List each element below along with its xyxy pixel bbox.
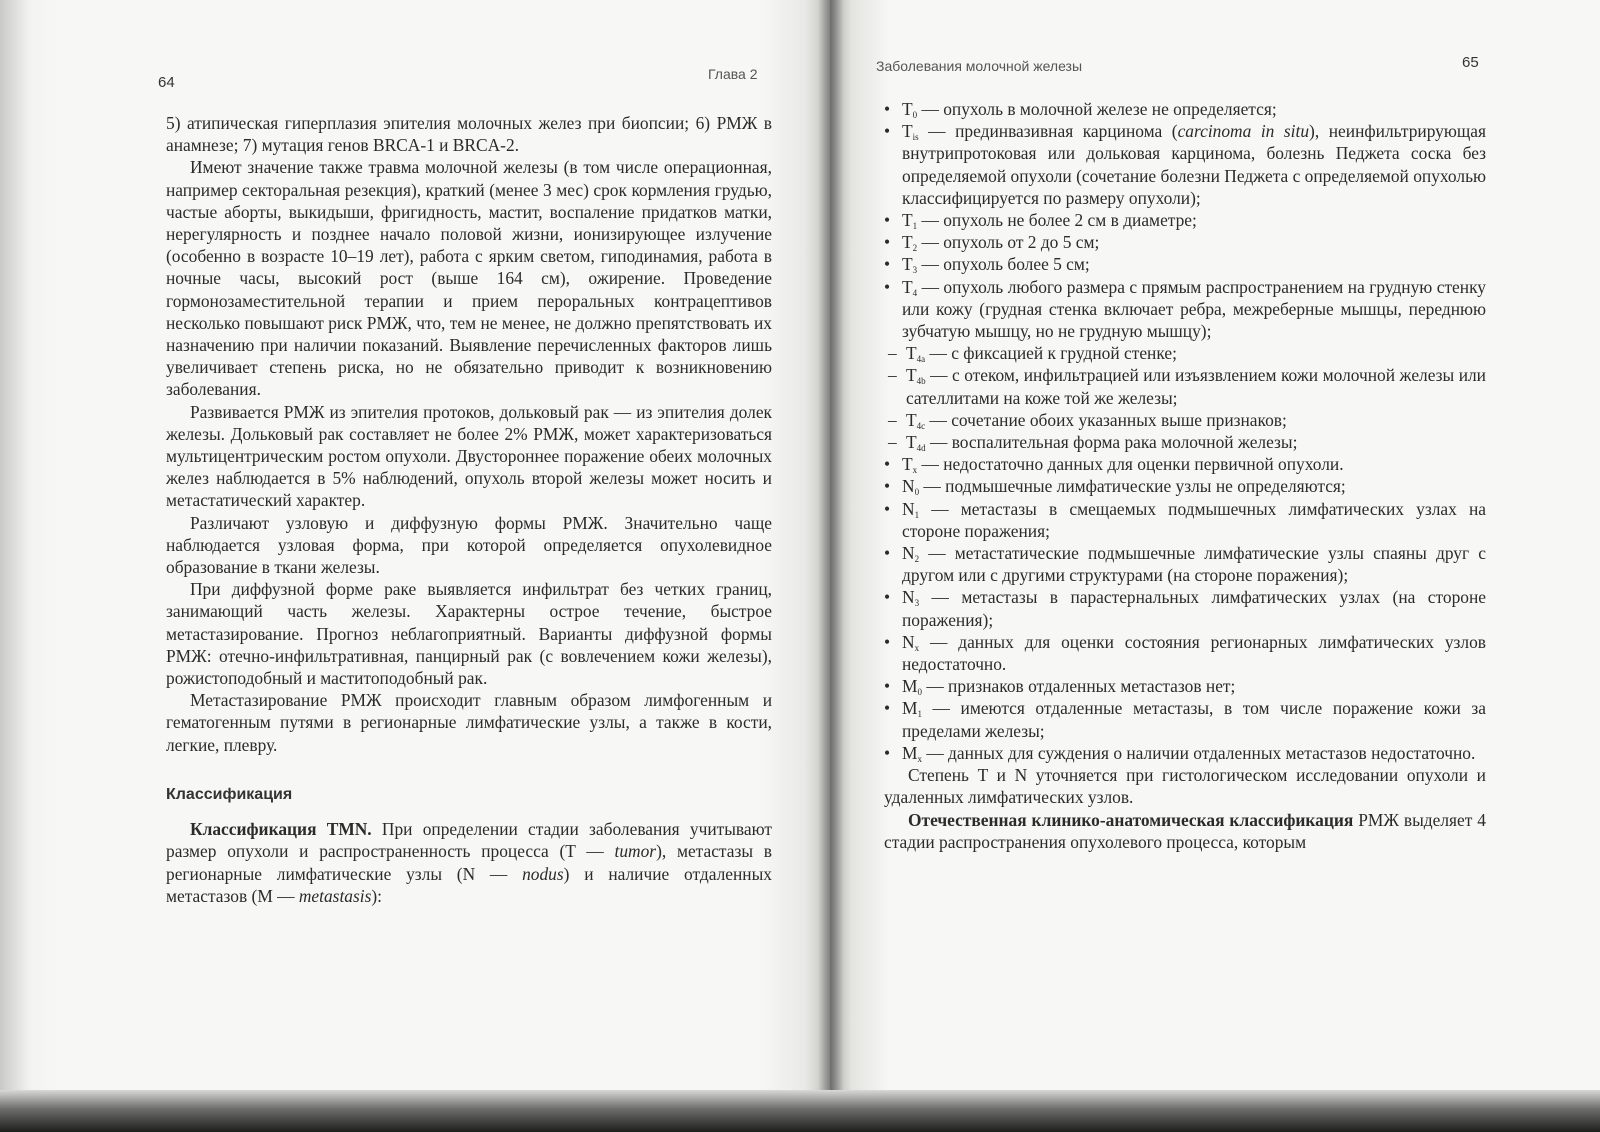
page-number-right: 65 bbox=[1462, 54, 1479, 71]
paragraph: Метастазирование РМЖ происходит главным образом лимфогенным и гематогенным путями в регионарные лимфатические узлы, а также в кости, легкие, плевру. bbox=[166, 690, 772, 755]
list-item: • $M_1$ — имеются отдаленные метастазы, в том числе поражение кожи за пределами железы; bbox=[884, 698, 1486, 741]
list-item: • $N_x$ — данных для оценки состояния регионарных лимфатических узлов недостаточно. bbox=[884, 631, 1486, 675]
list-item: • $T_x$ — недостаточно данных для оценки первичной опухоли. bbox=[884, 454, 1344, 476]
section-heading: Классификация bbox=[166, 785, 293, 803]
paragraph: 5) атипическая гиперплазия эпителия молочных желез при биопсии; 6) РМЖ в анамнезе; 7) мутация генов BRCA-1 и BRCA-2. bbox=[166, 113, 772, 156]
list-item: • $T_3$ — опухоль более 5 см; bbox=[884, 254, 1090, 276]
sub-list-item: – $T_{4a}$ — с фиксацией к грудной стенке; bbox=[888, 343, 1177, 365]
sub-list-item: – $T_{4b}$ — с отеком, инфильтрацией или изъязвлением кожи молочной железы или сателлитами на коже той же железы; bbox=[888, 365, 1486, 408]
list-item: • $N_0$ — подмышечные лимфатические узлы не определяются; bbox=[884, 476, 1346, 498]
left-body bbox=[166, 112, 772, 907]
right-page bbox=[830, 0, 1600, 1105]
list-item: • $T_1$ — опухоль не более 2 см в диаметре; bbox=[884, 210, 1197, 232]
list-item: • $T_{is}$ — прединвазивная карцинома (carcinoma in situ), неинфильтрирующая внутрипротоковая или дольковая карцинома, болезнь Педжета соска без определяемой опухоли (сочетание болезни Педжета с определяемой опухолью классифицируется по размеру опухоли); bbox=[884, 121, 1486, 208]
page-bottom-edge bbox=[0, 1090, 1600, 1132]
list-item: • $T_4$ — опухоль любого размера с прямым распространением на грудную стенку или кожу (грудная стенка включает ребра, межреберные мышцы, переднюю зубчатую мышцу, но не грудную мышцу); bbox=[884, 276, 1486, 342]
page-number-left: 64 bbox=[158, 74, 175, 91]
list-item: • $M_x$ — данных для суждения о наличии отдаленных метастазов недостаточно. bbox=[884, 742, 1476, 764]
running-head-left: Глава 2 bbox=[708, 66, 758, 82]
paragraph: Степень T и N уточняется при гистологическом исследовании опухоли и удаленных лимфатических узлов. bbox=[884, 765, 1486, 808]
final-paragraph: Отечественная клинико-анатомическая классификация РМЖ выделяет 4 стадии распространения опухолевого процесса, которым bbox=[884, 809, 1486, 852]
list-item: • $N_2$ — метастатические подмышечные лимфатические узлы спаяны друг с другом или с другими структурами (на стороне поражения); bbox=[884, 543, 1486, 586]
book-gutter bbox=[818, 0, 844, 1132]
list-item: • $T_2$ — опухоль от 2 до 5 см; bbox=[884, 232, 1100, 254]
paragraph: Имеют значение также травма молочной железы (в том числе операционная, например секторальная резекция), краткий (менее 3 мес) срок кормления грудью, частые аборты, выкидыши, фригидность, мастит, воспаление придатков матки, нерегулярность и позднее начало половой жизни, ионизирующее излучение (особенно в возрасте 10–19 лет), работа с ярким светом, гиподинамия, работа в ночные часы, высокий рост (выше 164 см), ожирение. Проведение гормонозаместительной терапии и прием пероральных контрацептивов несколько повышают риск РМЖ, что, тем не менее, не должно препятствовать их назначению при наличии показаний. Выявление перечисленных факторов лишь увеличивает степень риска, но не обязательно приводит к возникновению заболевания. bbox=[166, 157, 772, 400]
list-item: • $N_1$ — метастазы в смещаемых подмышечных лимфатических узлах на стороне поражения; bbox=[884, 498, 1486, 541]
running-head-right: Заболевания молочной железы bbox=[876, 58, 1083, 74]
tmn-paragraph: Классификация TMN. При определении стадии заболевания учитывают размер опухоли и распространенность процесса (T — tumor), метастазы в регионарные лимфатические узлы (N — nodus) и наличие отдаленных метастазов (M — metastasis): bbox=[166, 819, 772, 906]
paragraph: Развивается РМЖ из эпителия протоков, дольковый рак — из эпителия долек железы. Дольковый рак составляет не более 2% РМЖ, может характеризоваться мультицентрическим ростом опухоли. Двустороннее поражение обеих молочных желез наблюдается в 5% наблюдений, опухоль второй железы может носить и метастатический характер. bbox=[166, 401, 772, 511]
list-item: • $T_0$ — опухоль в молочной железе не определяется; bbox=[884, 99, 1277, 120]
paragraph: При диффузной форме раке выявляется инфильтрат без четких границ, занимающий часть железы. Характерны острое течение, быстрое метастазирование. Прогноз неблагоприятный. Варианты диффузной формы РМЖ: отечно-инфильтративная, панцирный рак (с вовлечением кожи железы), рожистоподобный и маститоподобный рак. bbox=[166, 579, 772, 689]
tmn-label: Классификация TMN. bbox=[190, 819, 372, 840]
list-item: • $M_0$ — признаков отдаленных метастазов нет; bbox=[884, 676, 1236, 698]
right-body bbox=[884, 98, 1486, 853]
sub-list-item: – $T_{4d}$ — воспалительная форма рака молочной железы; bbox=[888, 432, 1298, 454]
sub-list-item: – $T_{4c}$ — сочетание обоих указанных выше признаков; bbox=[888, 409, 1287, 431]
classification-list bbox=[884, 98, 1486, 764]
paragraph: Различают узловую и диффузную формы РМЖ. Значительно чаще наблюдается узловая форма, при которой определяется опухолевидное образование в ткани железы. bbox=[166, 512, 772, 578]
list-item: • $N_3$ — метастазы в парастернальных лимфатических узлах (на стороне поражения); bbox=[884, 587, 1486, 630]
